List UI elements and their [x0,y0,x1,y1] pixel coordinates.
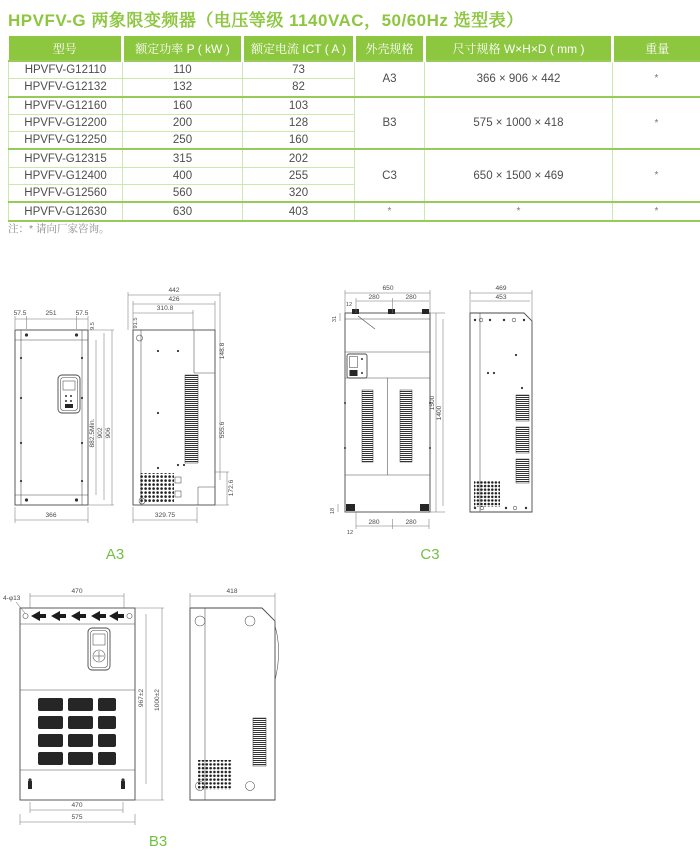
b3-vent-slots [38,698,116,765]
b3-outline-drawing [0,588,300,864]
cell-power: 160 [123,97,243,115]
cell-current: 73 [243,61,355,79]
svg-text:366: 366 [45,512,57,519]
svg-text:57.5: 57.5 [13,310,27,317]
a3-front-view [14,310,114,523]
selection-table [8,36,700,222]
cell-model: HPVFV-G12110 [9,61,123,79]
cell-model: HPVFV-G12400 [9,167,123,184]
svg-text:280: 280 [368,294,380,301]
col-header-enclosure: 外壳规格 [355,36,425,61]
b3-front-height-dimensions [135,608,164,800]
cell-current: 320 [243,185,355,203]
table-header-row [9,36,700,61]
svg-text:470: 470 [71,588,83,595]
a3-heatsink-fins [185,375,198,463]
svg-text:650: 650 [382,285,394,292]
cell-model: HPVFV-G12132 [9,79,123,97]
svg-text:91.5: 91.5 [133,317,139,329]
a3-front-width-dimension [15,507,88,523]
cell-current: 82 [243,79,355,97]
svg-text:1000±2: 1000±2 [154,689,161,711]
cell-current: 255 [243,167,355,184]
svg-text:280: 280 [405,519,417,526]
a3-keypad-icon [58,375,80,413]
b3-side-top-dimension [190,588,275,621]
a3-fan-grille-icon [140,473,174,503]
cell-dimensions: * [425,202,613,220]
cell-current: 403 [243,202,355,220]
col-header-model: 型号 [9,36,123,61]
b3-front-view [3,588,164,825]
cell-power: 200 [123,114,243,131]
footnote: 注：* 请向厂家咨询。 [8,223,110,235]
c3-front-top-dimensions [332,285,430,322]
col-header-weight: 重量 [613,36,700,61]
cell-model: HPVFV-G12560 [9,185,123,203]
cell-enclosure: A3 [355,61,425,97]
svg-text:1500: 1500 [429,395,436,411]
svg-text:906: 906 [105,427,112,439]
cell-current: 103 [243,97,355,115]
c3-heatsink-fins [516,395,529,421]
cell-current: 128 [243,114,355,131]
svg-text:418: 418 [226,588,238,595]
b3-fan-grille-icon [198,760,232,790]
cell-power: 250 [123,132,243,150]
svg-text:426: 426 [168,296,180,303]
cell-current: 160 [243,132,355,150]
cell-current: 202 [243,149,355,167]
svg-text:57.5: 57.5 [75,310,89,317]
b3-keypad-icon [88,628,110,670]
a3-side-right-dimensions [215,330,235,505]
b3-front-top-dimensions [3,588,124,613]
a3-outline-drawing [8,283,240,575]
a3-front-height-dimensions [88,330,114,505]
table-row [9,202,700,220]
b3-side-view [190,588,279,800]
a3-side-top-dimensions [128,287,220,330]
svg-text:251: 251 [45,310,57,317]
b3-figure-label: B3 [148,833,168,850]
cell-enclosure: C3 [355,149,425,202]
svg-text:12: 12 [346,530,354,536]
cell-weight: * [613,149,700,202]
svg-text:329.75: 329.75 [154,512,176,519]
page-title: HPVFV-G 两象限变频器（电压等级 1140VAC，50/60Hz 选型表） [8,11,524,30]
svg-text:4-φ13: 4-φ13 [3,595,21,602]
table-row [9,61,700,79]
cell-weight: * [613,97,700,150]
cell-model: HPVFV-G12160 [9,97,123,115]
svg-text:310.8: 310.8 [156,305,174,312]
col-header-power: 额定功率 P ( kW ) [123,36,243,61]
a3-side-bottom-dimension [133,507,197,523]
c3-keypad-icon [347,354,367,378]
cell-enclosure: B3 [355,97,425,150]
svg-text:442: 442 [168,287,180,294]
c3-side-view [470,285,532,512]
c3-vent-louvers [400,390,412,462]
c3-front-height-dimensions [429,313,445,512]
c3-side-top-dimensions [470,285,532,321]
a3-side-view [128,287,235,523]
a3-front-top-dimension [14,310,96,330]
c3-fan-grille-icon [474,481,500,507]
cell-weight: * [613,61,700,97]
cell-power: 110 [123,61,243,79]
svg-text:575: 575 [71,814,83,821]
svg-text:555.6: 555.6 [219,421,226,439]
col-header-dimensions: 尺寸规格 W×H×D ( mm ) [425,36,613,61]
svg-text:9.5: 9.5 [90,322,96,330]
c3-figure-label: C3 [420,546,440,563]
cell-model: HPVFV-G12250 [9,132,123,150]
table-row [9,149,700,167]
svg-text:280: 280 [368,519,380,526]
cell-dimensions: 650 × 1500 × 469 [425,149,613,202]
svg-text:470: 470 [71,802,83,809]
table-row [9,97,700,115]
c3-front-view [330,285,445,536]
a3-figure-label: A3 [105,546,125,563]
b3-heatsink-fins [253,718,266,766]
svg-text:12: 12 [345,302,353,308]
svg-text:18: 18 [330,507,336,515]
svg-text:148.8: 148.8 [219,342,226,360]
svg-text:172.6: 172.6 [228,479,235,497]
c3-heatsink-fins [516,459,529,483]
cell-model: HPVFV-G12200 [9,114,123,131]
cell-model: HPVFV-G12630 [9,202,123,220]
cell-enclosure: * [355,202,425,220]
cell-power: 630 [123,202,243,220]
b3-top-fan-arrows [31,611,124,621]
cell-dimensions: 575 × 1000 × 418 [425,97,613,150]
cell-power: 315 [123,149,243,167]
cell-power: 132 [123,79,243,97]
svg-text:453: 453 [495,294,507,301]
c3-outline-drawing [318,283,558,575]
svg-text:1400: 1400 [436,405,443,421]
svg-text:902: 902 [97,427,104,439]
svg-text:280: 280 [405,294,417,301]
cell-weight: * [613,202,700,220]
b3-front-bottom-dimensions [20,802,135,825]
svg-text:882.5Min.: 882.5Min. [89,418,96,448]
c3-heatsink-fins [516,427,529,453]
svg-text:31: 31 [332,315,338,323]
cell-model: HPVFV-G12315 [9,149,123,167]
c3-vent-louvers [362,390,373,462]
cell-dimensions: 366 × 906 × 442 [425,61,613,97]
svg-text:469: 469 [495,285,507,292]
col-header-current: 额定电流 ICT ( A ) [243,36,355,61]
cell-power: 400 [123,167,243,184]
cell-power: 560 [123,185,243,203]
svg-text:967±2: 967±2 [138,688,145,708]
